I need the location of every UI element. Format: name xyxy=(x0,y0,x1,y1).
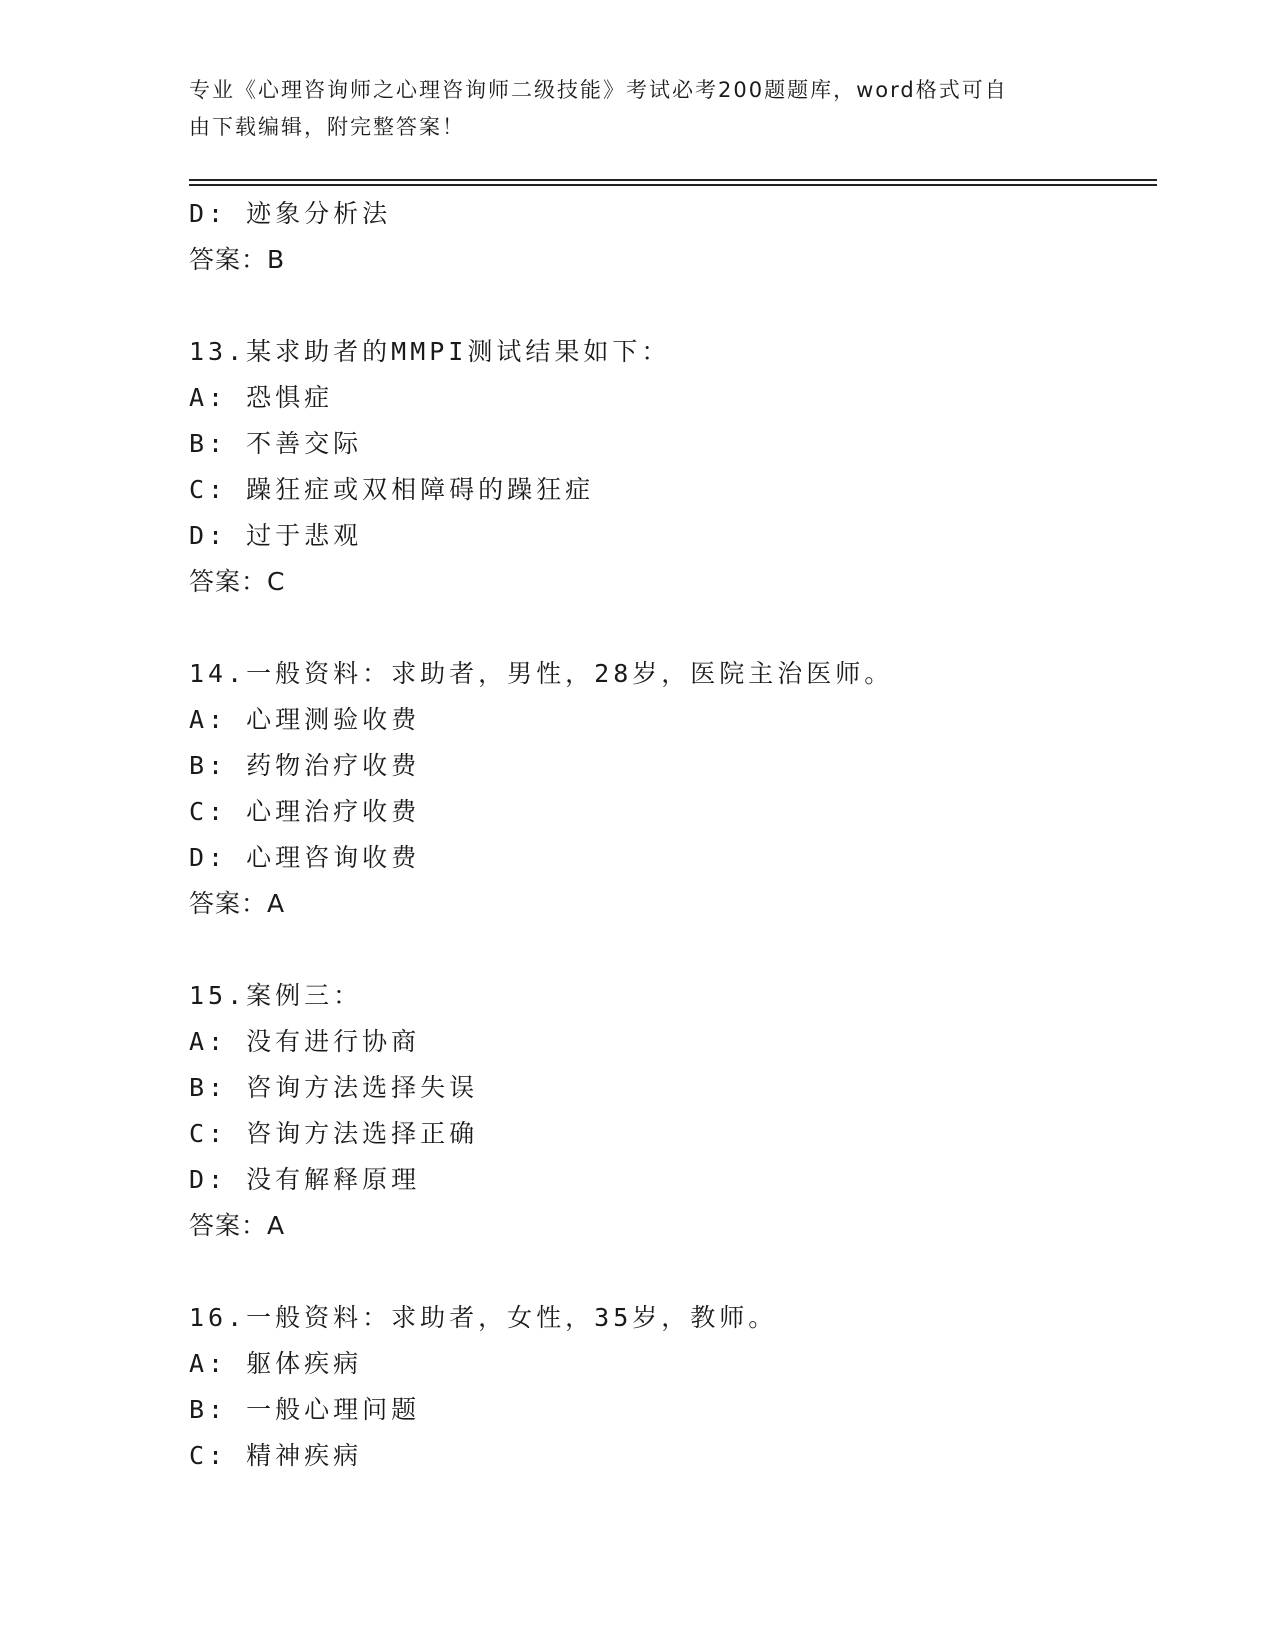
question-stem: 13.某求助者的MMPI测试结果如下： xyxy=(189,337,671,366)
question-stem: 15.案例三： xyxy=(189,981,363,1010)
option-a: A: 心理测验收费 xyxy=(189,705,421,734)
document-header xyxy=(189,72,1089,146)
option-b: B: 咨询方法选择失误 xyxy=(189,1073,479,1102)
option-c: C: 躁狂症或双相障碍的躁狂症 xyxy=(189,475,595,504)
option-a: A: 躯体疾病 xyxy=(189,1349,363,1378)
question-13 xyxy=(189,329,1149,605)
option-c: C: 心理治疗收费 xyxy=(189,797,421,826)
option-a: A: 恐惧症 xyxy=(189,383,334,412)
header-line-2: 由下载编辑，附完整答案！ xyxy=(189,115,465,139)
header-line-1: 专业《心理咨询师之心理咨询师二级技能》考试必考200题题库，word格式可自 xyxy=(189,78,1008,102)
answer-line: 答案：A xyxy=(189,1211,286,1240)
answer-line: 答案：A xyxy=(189,889,286,918)
option-d: D: 迹象分析法 xyxy=(189,199,392,228)
question-content xyxy=(189,191,1149,1479)
option-b: B: 一般心理问题 xyxy=(189,1395,421,1424)
option-d: D: 没有解释原理 xyxy=(189,1165,421,1194)
question-14 xyxy=(189,651,1149,927)
question-stem: 14.一般资料：求助者，男性，28岁，医院主治医师。 xyxy=(189,659,894,688)
option-c: C: 咨询方法选择正确 xyxy=(189,1119,479,1148)
answer-line: 答案：B xyxy=(189,245,286,274)
option-d: D: 心理咨询收费 xyxy=(189,843,421,872)
option-b: B: 药物治疗收费 xyxy=(189,751,421,780)
question-16 xyxy=(189,1295,1149,1479)
option-b: B: 不善交际 xyxy=(189,429,363,458)
question-stem: 16.一般资料：求助者，女性，35岁，教师。 xyxy=(189,1303,778,1332)
option-d: D: 过于悲观 xyxy=(189,521,363,550)
question-15 xyxy=(189,973,1149,1249)
header-divider-bottom xyxy=(189,184,1157,186)
option-a: A: 没有进行协商 xyxy=(189,1027,421,1056)
answer-line: 答案：C xyxy=(189,567,286,596)
header-divider-top xyxy=(189,179,1157,181)
option-c: C: 精神疾病 xyxy=(189,1441,363,1470)
